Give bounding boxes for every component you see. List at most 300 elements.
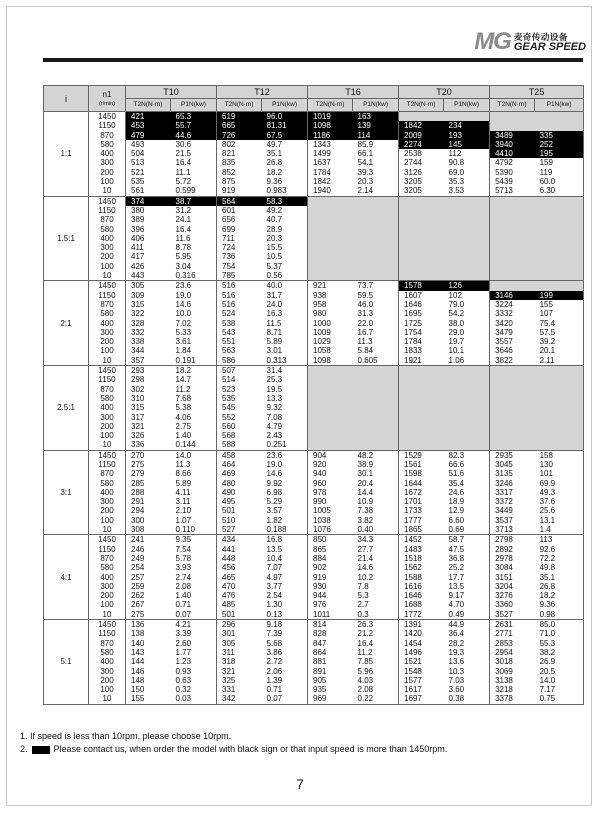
torque-cell: 140 [126, 639, 171, 648]
torque-cell: 155 [126, 694, 171, 704]
power-cell: 0.56 [262, 271, 308, 281]
power-cell: 85.9 [357, 139, 374, 149]
torque-cell: 406 [126, 234, 171, 243]
speed-cell: 100 [89, 431, 126, 440]
table-row [44, 694, 584, 704]
power-cell: 15.5 [266, 243, 283, 253]
model-header: T10 [126, 86, 217, 99]
torque-cell: 976 [308, 600, 353, 609]
power-cell: 44.6 [171, 131, 217, 140]
torque-cell: 3045 [490, 460, 535, 469]
table-row [44, 196, 584, 206]
power-cell: 13.5 [448, 581, 465, 591]
torque-cell: 1833 [399, 346, 444, 355]
torque-cell: 552 [217, 413, 262, 422]
speed-cell: 870 [89, 131, 126, 140]
speed-cell: 580 [89, 563, 126, 572]
power-cell: 2.10 [175, 506, 192, 516]
torque-cell: 3084 [490, 563, 535, 572]
power-cell: 10.1 [448, 346, 465, 356]
table-row [44, 554, 584, 563]
power-cell: 31.3 [357, 309, 374, 319]
torque-cell: 1548 [399, 667, 444, 676]
power-cell: 7.68 [175, 393, 192, 403]
power-cell: 38.9 [357, 459, 374, 469]
speed-cell: 580 [89, 140, 126, 149]
torque-cell: 1454 [399, 639, 444, 648]
power-cell: 0.75 [535, 694, 584, 704]
torque-cell: 396 [126, 225, 171, 234]
torque-cell: 920 [308, 460, 353, 469]
torque-cell: 315 [126, 300, 171, 309]
power-cell: 16.4 [357, 638, 374, 648]
torque-cell: 1098 [308, 121, 353, 130]
power-cell [444, 271, 490, 281]
speed-cell: 1150 [89, 545, 126, 554]
torque-cell: 2978 [490, 554, 535, 563]
speed-cell: 400 [89, 403, 126, 412]
torque-cell: 275 [126, 460, 171, 469]
torque-cell: 308 [126, 525, 171, 535]
torque-cell: 1842 [308, 177, 353, 186]
torque-cell: 1577 [399, 676, 444, 685]
torque-cell: 3205 [399, 177, 444, 186]
power-cell [353, 375, 399, 384]
torque-cell: 469 [217, 469, 262, 478]
ratio-header: i [44, 86, 89, 112]
power-cell: 7.54 [175, 544, 192, 554]
power-cell [444, 431, 490, 440]
torque-cell: 736 [217, 252, 262, 261]
table-row [44, 685, 584, 694]
torque-cell [308, 271, 353, 281]
table-row [44, 403, 584, 412]
torque-cell: 1000 [308, 319, 353, 328]
torque-cell: 417 [126, 252, 171, 261]
power-cell [444, 234, 490, 243]
power-cell: 3.60 [448, 685, 465, 695]
power-cell: 5.68 [266, 638, 283, 648]
power-cell: 234 [444, 121, 490, 130]
torque-cell [399, 403, 444, 412]
power-cell: 24.0 [266, 299, 283, 309]
torque-cell [490, 225, 535, 234]
speed-header [89, 86, 126, 112]
speed-cell: 200 [89, 168, 126, 177]
power-cell: 5.96 [357, 666, 374, 676]
power-cell: 11.3 [357, 337, 373, 347]
table-row [44, 281, 584, 291]
power-cell: 4.11 [175, 487, 191, 497]
speed-cell: 200 [89, 252, 126, 261]
torque-cell: 342 [217, 694, 262, 704]
power-cell: 55.3 [535, 639, 584, 648]
speed-cell: 300 [89, 243, 126, 252]
torque-cell: 881 [308, 657, 353, 666]
power-cell: 14.0 [171, 450, 217, 460]
speed-cell: 580 [89, 225, 126, 234]
speed-cell: 10 [89, 271, 126, 281]
table-row [44, 112, 584, 122]
torque-cell: 1529 [399, 450, 444, 460]
torque-cell: 875 [217, 177, 262, 186]
power-cell: 3.86 [266, 647, 283, 657]
torque-cell: 891 [308, 667, 353, 676]
torque-cell: 5439 [490, 177, 535, 186]
speed-cell: 300 [89, 497, 126, 506]
torque-cell: 2853 [490, 639, 535, 648]
power-cell [444, 243, 490, 252]
torque-cell: 441 [217, 545, 262, 554]
power-cell [535, 385, 584, 394]
torque-cell: 828 [308, 629, 353, 638]
torque-cell [490, 252, 535, 261]
power-cell: 46.0 [357, 299, 374, 309]
power-cell: 22.0 [357, 318, 374, 328]
power-cell: 5.72 [175, 177, 192, 187]
power-cell: 9.92 [266, 478, 283, 488]
table-row [44, 168, 584, 177]
power-cell: 1.82 [266, 515, 283, 525]
torque-cell: 380 [126, 206, 171, 215]
table-row [44, 479, 584, 488]
power-cell: 0.93 [175, 666, 192, 676]
table-row [44, 375, 584, 384]
table-row [44, 328, 584, 337]
torque-cell: 3713 [490, 525, 535, 535]
power-cell: 9.17 [448, 591, 465, 601]
torque-cell [490, 413, 535, 422]
speed-cell: 580 [89, 309, 126, 318]
power-cell: 72.2 [535, 554, 584, 563]
power-cell: 55.7 [171, 121, 217, 130]
footnotes [20, 730, 580, 756]
torque-cell: 3146 [490, 291, 535, 300]
torque-cell: 476 [217, 591, 262, 600]
table-row [44, 252, 584, 261]
torque-cell: 568 [217, 431, 262, 440]
power-cell: 11.2 [175, 384, 191, 394]
torque-cell: 2009 [399, 131, 444, 140]
table-row [44, 140, 584, 149]
torque-cell: 944 [308, 591, 353, 600]
power-cell: 5.89 [266, 337, 283, 347]
table-row [44, 394, 584, 403]
power-cell: 6.60 [448, 515, 465, 525]
torque-cell: 1695 [399, 309, 444, 318]
speed-cell: 200 [89, 506, 126, 515]
power-cell [353, 225, 399, 234]
torque-cell [490, 262, 535, 271]
power-cell [444, 366, 490, 376]
power-cell [353, 366, 399, 376]
table-row [44, 431, 584, 440]
torque-cell: 2892 [490, 545, 535, 554]
power-cell: 2.08 [175, 581, 192, 591]
torque-cell [308, 413, 353, 422]
power-cell: 73.7 [353, 281, 399, 291]
torque-cell: 1701 [399, 497, 444, 506]
torque-cell: 802 [217, 140, 262, 149]
footnote-1-text: 1. If speed is less than 10rpm, please choose 10rpm. [20, 731, 232, 741]
power-cell: 0.38 [444, 694, 490, 704]
torque-cell: 1616 [399, 582, 444, 591]
torque-cell: 656 [217, 215, 262, 224]
torque-cell: 448 [217, 554, 262, 563]
torque-cell: 5713 [490, 186, 535, 196]
power-cell: 24.1 [175, 215, 192, 225]
torque-cell: 586 [217, 356, 262, 366]
table-row [44, 497, 584, 506]
torque-cell: 1483 [399, 545, 444, 554]
speed-cell: 1450 [89, 450, 126, 460]
power-cell: 9.36 [535, 600, 584, 609]
torque-cell: 1646 [399, 591, 444, 600]
power-cell: 3.11 [175, 497, 191, 507]
power-cell: 58.3 [262, 196, 308, 206]
torque-cell: 1518 [399, 554, 444, 563]
torque-cell: 535 [217, 394, 262, 403]
torque-cell: 434 [217, 535, 262, 545]
power-cell: 193 [444, 131, 490, 140]
power-cell: 10.5 [266, 252, 283, 262]
power-cell: 54.1 [357, 158, 374, 168]
power-cell: 69.0 [448, 167, 465, 177]
torque-cell: 495 [217, 497, 262, 506]
torque-cell: 921 [308, 281, 353, 291]
torque-cell: 1391 [399, 620, 444, 630]
torque-cell: 421 [126, 112, 171, 122]
torque-cell: 904 [308, 450, 353, 460]
torque-cell: 480 [217, 479, 262, 488]
ratio-cell: 3:1 [44, 450, 89, 535]
power-cell: 5.3 [357, 591, 369, 601]
speed-cell: 1450 [89, 620, 126, 630]
torque-cell: 3151 [490, 573, 535, 582]
torque-cell: 1842 [399, 121, 444, 130]
power-cell [535, 413, 584, 422]
power-cell: 1.4 [535, 525, 584, 535]
power-cell: 38.7 [171, 196, 217, 206]
torque-cell [399, 206, 444, 215]
rating-table-body [44, 112, 584, 705]
torque-cell: 288 [126, 488, 171, 497]
power-cell: 14.0 [535, 676, 584, 685]
speed-cell: 400 [89, 234, 126, 243]
torque-cell: 551 [217, 337, 262, 346]
power-cell: 14.6 [175, 299, 192, 309]
power-cell: 4.21 [171, 620, 217, 630]
torque-cell: 864 [308, 648, 353, 657]
speed-cell: 300 [89, 328, 126, 337]
torque-cell: 978 [308, 488, 353, 497]
power-cell: 102 [448, 290, 462, 300]
torque-cell: 1598 [399, 469, 444, 478]
torque-cell: 3135 [490, 469, 535, 478]
torque-cell [490, 206, 535, 215]
torque-cell: 279 [126, 469, 171, 478]
power-cell: 7.38 [357, 506, 374, 516]
power-cell: 3.53 [444, 186, 490, 196]
power-cell: 14.6 [266, 469, 283, 479]
speed-cell: 870 [89, 469, 126, 478]
table-row [44, 158, 584, 167]
torque-cell: 1644 [399, 479, 444, 488]
table-row [44, 563, 584, 572]
power-cell: 3.93 [175, 563, 192, 573]
power-cell: 21.4 [357, 553, 374, 563]
power-cell: 0.599 [171, 186, 217, 196]
power-cell: 3.04 [175, 261, 192, 271]
torque-cell: 293 [126, 366, 171, 376]
power-cell: 20.5 [535, 667, 584, 676]
power-cell [444, 385, 490, 394]
power-cell: 30.1 [357, 469, 374, 479]
torque-cell: 296 [217, 620, 262, 630]
power-cell [535, 234, 584, 243]
power-cell [353, 206, 399, 215]
power-cell: 5.33 [175, 327, 192, 337]
power-cell: 40.0 [262, 281, 308, 291]
torque-cell: 1772 [399, 610, 444, 620]
torque-cell [308, 366, 353, 376]
power-cell: 1.07 [175, 515, 192, 525]
power-cell: 25.3 [266, 375, 283, 385]
speed-cell: 870 [89, 385, 126, 394]
footnote-2 [20, 743, 580, 756]
torque-cell: 291 [126, 497, 171, 506]
torque-cell [308, 196, 353, 206]
torque-cell: 990 [308, 497, 353, 506]
power-cell: 39.2 [535, 337, 584, 346]
torque-cell: 754 [217, 262, 262, 271]
power-cell: 19.0 [266, 459, 283, 469]
power-cell: 10.2 [357, 572, 374, 582]
power-cell: 35.1 [266, 149, 283, 159]
torque-cell: 1019 [308, 112, 353, 122]
torque-cell: 524 [217, 309, 262, 318]
torque-cell [308, 431, 353, 440]
torque-cell [399, 385, 444, 394]
power-cell: 18.2 [266, 167, 283, 177]
power-header: P1N(kw) [535, 99, 584, 112]
table-row [44, 620, 584, 630]
torque-cell: 1005 [308, 506, 353, 515]
torque-cell: 357 [126, 356, 171, 366]
power-cell [353, 262, 399, 271]
power-cell: 158 [535, 450, 584, 460]
torque-cell [490, 215, 535, 224]
torque-cell: 601 [217, 206, 262, 215]
gear-rating-table [43, 85, 584, 705]
power-cell: 5.29 [266, 497, 283, 507]
torque-header: T2N(N·m) [217, 99, 262, 112]
power-cell: 1.30 [266, 600, 283, 610]
power-cell: 0.251 [262, 440, 308, 450]
speed-cell: 870 [89, 639, 126, 648]
power-cell: 13.5 [266, 544, 283, 554]
power-cell: 82.3 [444, 450, 490, 460]
torque-cell: 3246 [490, 479, 535, 488]
power-cell: 2.08 [357, 685, 374, 695]
power-cell: 35.3 [448, 177, 465, 187]
power-cell: 2.54 [266, 591, 283, 601]
torque-cell: 3126 [399, 168, 444, 177]
power-cell: 16.4 [175, 224, 192, 234]
torque-cell: 2538 [399, 149, 444, 158]
torque-cell: 143 [126, 648, 171, 657]
torque-cell: 1496 [399, 648, 444, 657]
torque-cell: 1637 [308, 158, 353, 167]
power-cell: 59.5 [357, 290, 374, 300]
torque-cell: 1865 [399, 525, 444, 535]
torque-cell [308, 206, 353, 215]
power-cell: 85.0 [535, 620, 584, 630]
torque-cell [490, 281, 535, 291]
table-row [44, 422, 584, 431]
logo-mark: MG [474, 28, 511, 55]
torque-header: T2N(N·m) [399, 99, 444, 112]
torque-cell: 138 [126, 629, 171, 638]
power-cell: 38.2 [535, 648, 584, 657]
power-cell: 0.63 [175, 675, 192, 685]
power-cell: 0.313 [262, 356, 308, 366]
power-cell: 20.1 [535, 346, 584, 355]
power-cell: 4.97 [266, 572, 283, 582]
power-cell: 29.0 [448, 327, 465, 337]
torque-cell: 3479 [490, 328, 535, 337]
torque-cell: 1697 [399, 694, 444, 704]
speed-cell: 300 [89, 667, 126, 676]
speed-cell: 1450 [89, 112, 126, 122]
power-cell: 25.2 [448, 563, 465, 573]
power-cell: 0.144 [171, 440, 217, 450]
power-cell [535, 366, 584, 376]
power-cell [353, 431, 399, 440]
torque-cell: 1578 [399, 281, 444, 291]
power-cell: 14.4 [357, 487, 374, 497]
logo-english-name: GEAR SPEED [513, 41, 586, 53]
speed-cell: 200 [89, 337, 126, 346]
power-cell [444, 206, 490, 215]
power-cell: 0.98 [535, 610, 584, 620]
speed-cell: 100 [89, 262, 126, 271]
power-cell: 7.8 [357, 581, 369, 591]
power-cell [444, 375, 490, 384]
speed-cell: 1450 [89, 535, 126, 545]
torque-cell: 1452 [399, 535, 444, 545]
power-cell: 8.71 [266, 327, 283, 337]
torque-cell: 850 [308, 535, 353, 545]
torque-cell: 814 [308, 620, 353, 630]
power-cell [535, 271, 584, 281]
speed-cell: 870 [89, 300, 126, 309]
torque-cell: 1029 [308, 337, 353, 346]
torque-cell: 331 [217, 685, 262, 694]
power-cell: 51.6 [448, 469, 465, 479]
power-cell: 12.9 [448, 506, 465, 516]
torque-cell: 3317 [490, 488, 535, 497]
power-cell: 1.40 [175, 591, 192, 601]
torque-cell: 465 [217, 573, 262, 582]
torque-cell: 543 [217, 328, 262, 337]
speed-cell: 1150 [89, 121, 126, 130]
table-row [44, 488, 584, 497]
power-cell: 20.4 [357, 478, 374, 488]
torque-cell [399, 243, 444, 252]
speed-cell: 400 [89, 573, 126, 582]
power-cell: 35.4 [448, 478, 465, 488]
